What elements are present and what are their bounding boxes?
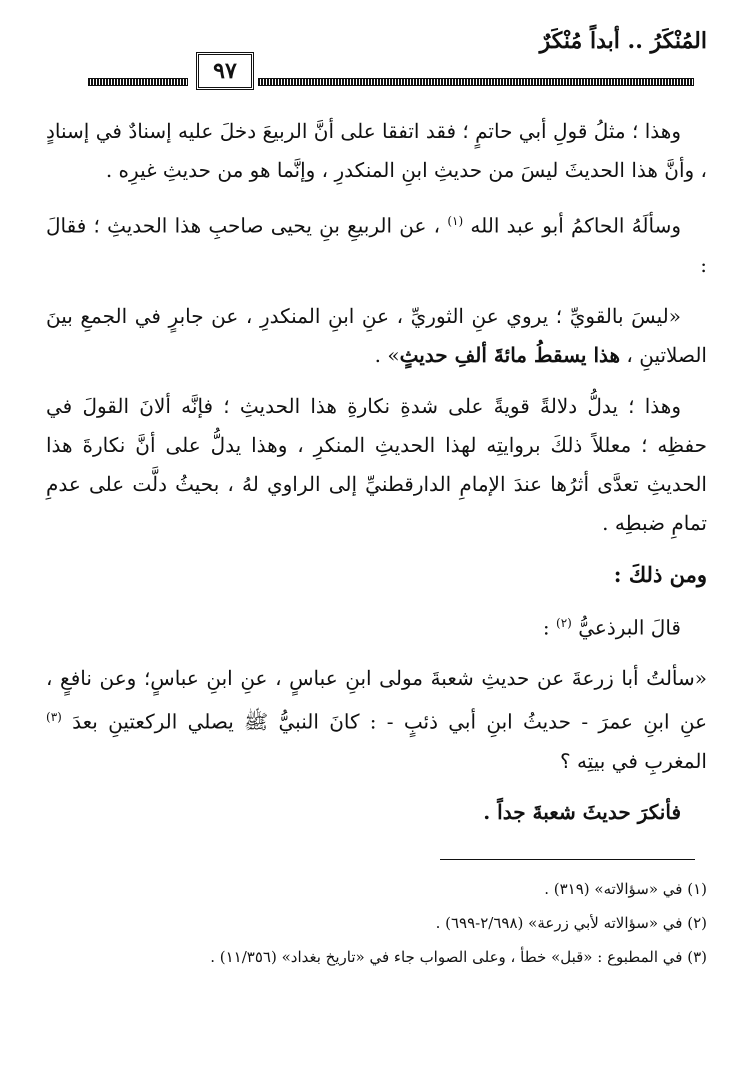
paragraph-7: فأنكرَ حديثَ شعبةَ جداً . bbox=[483, 799, 681, 824]
paragraph-5-end: : bbox=[542, 615, 550, 640]
footnote-separator bbox=[440, 859, 695, 860]
section-heading: ومن ذلكَ : bbox=[613, 561, 707, 587]
paragraph-3-quote bbox=[46, 297, 707, 375]
running-header-title: المُنْكَرُ .. أبداً مُنْكَرٌ bbox=[539, 28, 707, 54]
paragraph-5-start: قالَ البرذعيُّ bbox=[578, 615, 681, 640]
paragraph-5 bbox=[46, 604, 707, 648]
paragraph-2 bbox=[46, 202, 707, 285]
footnote-ref-3: (٣) bbox=[46, 710, 62, 725]
footnotes bbox=[46, 872, 707, 974]
paragraph-6-start: «سألتُ أبا زرعةَ عن حديثِ شعبةَ مولى ابنِ عباسٍ ، عنِ ابنِ عباسٍ؛ وعن نافعٍ ، عنِ ابنِ عمرَ - حديثُ ابنِ أبي ذئبٍ - : كانَ النبيُّ ﷺ يصلي الركعتينِ بعدَ bbox=[46, 666, 708, 734]
quote-text: «ليسَ بالقويِّ ؛ يروي عنِ الثوريِّ ، عنِ ابنِ المنكدرِ ، عن جابرٍ في الجمعِ بينَ الصلاتينِ ، bbox=[46, 303, 707, 367]
page-number-box bbox=[196, 52, 254, 90]
paragraph-1: وهذا ؛ مثلُ قولِ أبي حاتمٍ ؛ فقد اتفقا على أنَّ الربيعَ دخلَ عليه إسنادٌ في إسنادٍ ، وأنَّ هذا الحديثَ ليسَ من حديثِ ابنِ المنكدرِ ، وإنَّما هو من حديثِ غيرِه . bbox=[46, 119, 707, 182]
paragraph-2-end: ، عن الربيعِ بنِ يحيى صاحبِ هذا الحديثِ ؛ فقالَ : bbox=[46, 213, 707, 277]
paragraph-6-quote bbox=[46, 659, 707, 781]
page-number: ٩٧ bbox=[213, 58, 237, 84]
header-rule-left bbox=[88, 78, 188, 86]
footnote-ref-2: (٢) bbox=[556, 615, 572, 630]
quote-close: » . bbox=[374, 342, 400, 367]
quote-bold-text: هذا يسقطُ مائةَ ألفِ حديثٍ bbox=[399, 342, 621, 367]
paragraph-6-end: المغربِ في بيتِه ؟ bbox=[559, 748, 707, 773]
main-text bbox=[46, 112, 707, 844]
footnote-ref-1: (١) bbox=[447, 214, 464, 228]
paragraph-2-start: وسألَهُ الحاكمُ أبو عبد الله bbox=[470, 213, 682, 238]
header-rule-right bbox=[258, 78, 694, 86]
footnote-3: (٣) في المطبوع : «قبل» خطأ ، وعلى الصواب جاء في «تاريخ بغداد» (١١/٣٥٦) . bbox=[210, 948, 707, 966]
footnote-1: (١) في «سؤالاته» (٣١٩) . bbox=[544, 880, 707, 898]
paragraph-4: وهذا ؛ يدلُّ دلالةً قويةً على شدةِ نكارةِ هذا الحديثِ ؛ فإنَّه ألانَ القولَ في حفظِه ؛ معللاً ذلكَ بروايتِه لهذا الحديثِ المنكرِ ، وهذا يدلُّ على أنَّ نكارةَ هذا الحديثِ تعدَّى أثرُها عندَ الإمامِ الدارقطنيِّ إلى الراوي لهُ ، بحيثُ دلَّت على عدمِ تمامِ ضبطِه . bbox=[46, 393, 707, 535]
footnote-2: (٢) في «سؤالاته لأبي زرعة» (٢/٦٩٨-٦٩٩) . bbox=[435, 914, 707, 932]
